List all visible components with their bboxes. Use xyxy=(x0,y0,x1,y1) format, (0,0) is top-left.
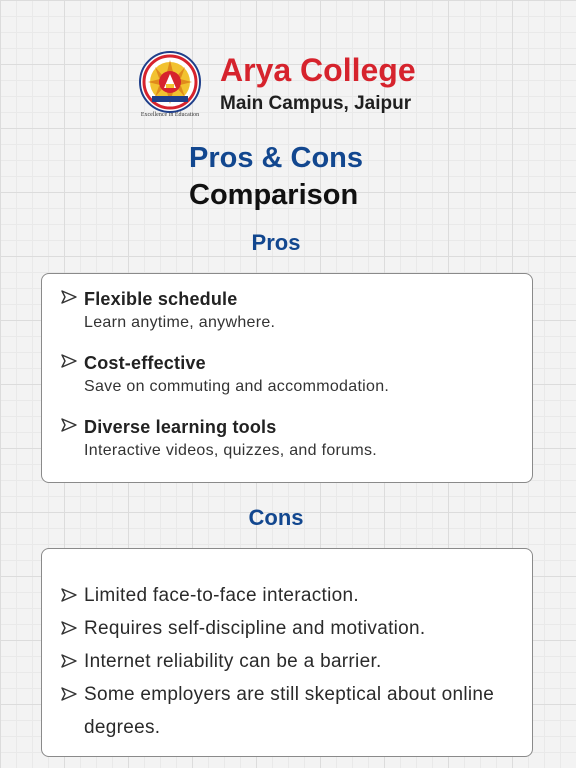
con-text: Limited face-to-face interaction. xyxy=(84,585,359,606)
con-item xyxy=(42,612,532,645)
con-text: Requires self-discipline and motivation. xyxy=(84,618,426,639)
pros-card xyxy=(41,273,533,483)
college-seal-logo xyxy=(132,50,208,114)
campus-name: Main Campus, Jaipur xyxy=(220,93,412,114)
con-text: Internet reliability can be a barrier. xyxy=(84,651,382,672)
con-item xyxy=(42,645,532,678)
con-text: Some employers are still skeptical about online degrees. xyxy=(84,684,495,738)
college-name: Arya College xyxy=(220,52,416,88)
page-title-line1: Pros & Cons xyxy=(189,142,364,174)
arrow-bullet-icon xyxy=(60,686,78,702)
con-item xyxy=(42,678,532,744)
pros-heading: Pros xyxy=(251,230,301,255)
arrow-bullet-icon xyxy=(60,653,78,669)
con-item xyxy=(42,579,532,612)
pro-description: Interactive videos, quizzes, and forums. xyxy=(84,442,378,459)
pro-description: Save on commuting and accommodation. xyxy=(84,378,390,395)
arrow-bullet-icon xyxy=(60,353,78,369)
arrow-bullet-icon xyxy=(60,417,78,433)
arrow-bullet-icon xyxy=(60,289,78,305)
arrow-bullet-icon xyxy=(60,620,78,636)
pro-title: Cost-effective xyxy=(84,353,206,373)
pro-item xyxy=(42,352,532,400)
pro-item xyxy=(42,288,532,336)
pro-title: Diverse learning tools xyxy=(84,417,277,437)
cons-heading: Cons xyxy=(248,505,304,530)
logo-tagline: Excellence in Education xyxy=(140,112,200,118)
header xyxy=(132,50,462,122)
cons-card xyxy=(41,548,533,757)
pro-title: Flexible schedule xyxy=(84,289,238,309)
arrow-bullet-icon xyxy=(60,587,78,603)
pro-item xyxy=(42,416,532,464)
pro-description: Learn anytime, anywhere. xyxy=(84,314,276,331)
page-title-line2: Comparison xyxy=(189,179,359,211)
